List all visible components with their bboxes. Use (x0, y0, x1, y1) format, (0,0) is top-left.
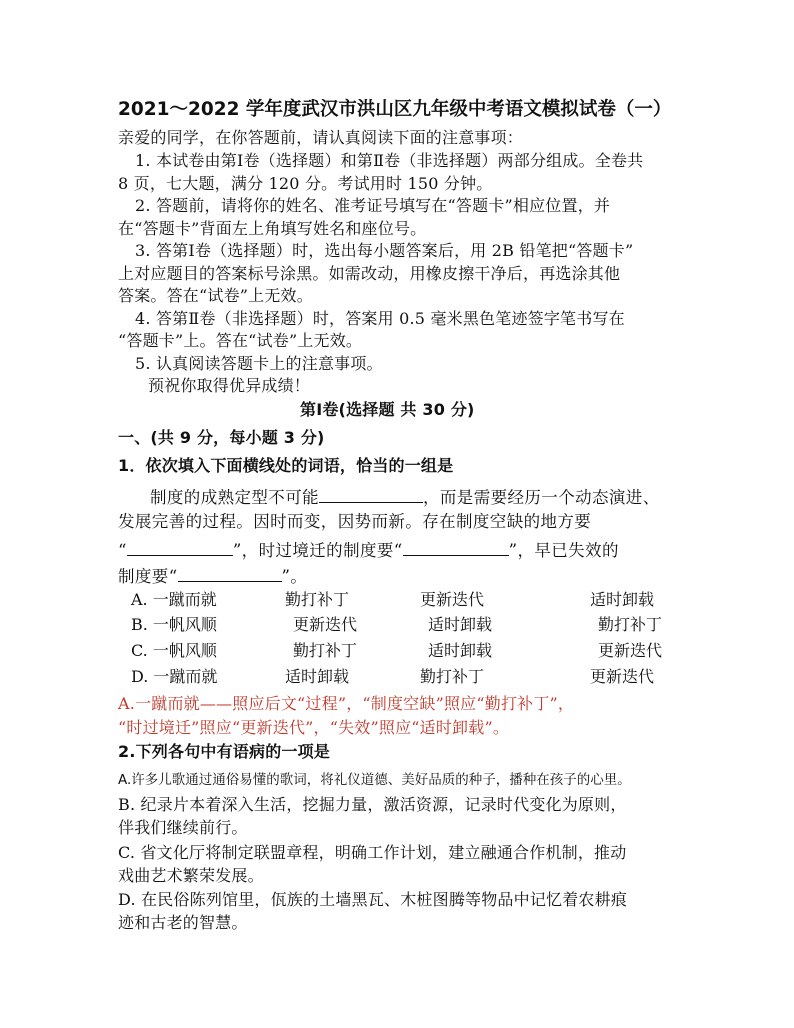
section-heading: 第Ⅰ卷(选择题 共 30 分) (300, 400, 475, 419)
q1-passage-line2: 发展完善的过程。因时而变，因势而新。存在制度空缺的地方要 (118, 512, 592, 531)
blank-3 (403, 539, 509, 556)
notice-item-3-cont2: 答案。答在“试卷”上无效。 (118, 286, 313, 305)
q1-answer: A.一蹴而就——照应后文“过程”，“制度空缺”照应“勤打补丁”， (118, 694, 575, 713)
q2-option-a: A.许多儿歌通过通俗易懂的歌词，将礼仪道德、美好品质的种子，播种在孩子的心里。 (118, 772, 631, 788)
blank-2 (127, 539, 233, 556)
notice-wish: 预祝你取得优异成绩！ (148, 376, 311, 395)
q2-option-c: C. 省文化厅将制定联盟章程，明确工作计划，建立融通合作机制，推动 (118, 843, 627, 862)
q2-option-c-cont: 戏曲艺术繁荣发展。 (118, 866, 264, 885)
exam-page: 2021～2022 学年度武汉市洪山区九年级中考语文模拟试卷（一） 亲爱的同学，在你答题前，请认真阅读下面的注意事项： 1. 本试卷由第Ⅰ卷（选择题）和第Ⅱ卷（非选择题）两部分组成。全卷共 8 页，七大题，满分 120 分。考试用时 150 分钟。 2. 答题前，请将你的姓名、准考证号填写在“答题卡”相应位置，并 在“答题卡”背面左上角填写姓名和座位号。 3. 答第Ⅰ卷（选择题）时，选出每小题答案后，用 2B 铅笔把“答题卡” 上对应题目的答案标号涂黑。如需改动，用橡皮擦干净后，再选涂其他 答案。答在“试卷”上无效。 4. 答第Ⅱ卷（非选择题）时，答案用 0.5 毫米黑色笔迹签字笔书写在 “答题卡”上。答在“试卷”上无效。 5. 认真阅读答题卡上的注意事项。 预祝你取得优异成绩！ 第Ⅰ卷(选择题 共 30 分) 一、(共 9 分，每小题 3 分) 1．依次填入下面横线处的词语，恰当的一组是 制度的成熟定型不可能 ，而是需要经历一个动态演进、 发展完善的过程。因时而变，因势而新。存在制度空缺的地方要 “ ”，时过境迁的制度要“ ”，早已失效的 制度要“ ”。 A. 一蹴而就 勤打补丁 更新迭代 适时卸载 B. 一帆风顺 更新迭代 适时卸载 勤打补丁 C. 一帆风顺 勤打补丁 适时卸载 更新迭代 D. 一蹴而就 适时卸载 勤打补丁 更新迭代 A.一蹴而就——照应后文“过程”，“制度空缺”照应“勤打补丁”， “时过境迁”照应“更新迭代”，“失效”照应“适时卸载”。 2.下列各句中有语病的一项是 A.许多儿歌通过通俗易懂的歌词，将礼仪道德、美好品质的种子，播种在孩子的心里。 B. 纪录片本着深入生活，挖掘力量，激活资源，记录时代变化为原则， 伴我们继续前行。 C. 省文化厅将制定联盟章程，明确工作计划，建立融通合作机制，推动 戏曲艺术繁荣发展。 D. 在民俗陈列馆里，佤族的土墙黑瓦、木桩图腾等物品中记忆着农耕痕 迹和古老的智慧。 (118, 99, 672, 932)
q1-stem: 1．依次填入下面横线处的词语，恰当的一组是 (118, 456, 454, 475)
notice-item-2: 2. 答题前，请将你的姓名、准考证号填写在“答题卡”相应位置，并 (135, 196, 611, 215)
q2-stem: 2.下列各句中有语病的一项是 (118, 742, 331, 761)
q1-passage-line1: 制度的成熟定型不可能 ，而是需要经历一个动态演进、 (150, 488, 660, 507)
exam-title: 2021～2022 学年度武汉市洪山区九年级中考语文模拟试卷（一） (118, 99, 672, 120)
notice-item-3: 3. 答第Ⅰ卷（选择题）时，选出每小题答案后，用 2B 铅笔把“答题卡” (135, 241, 634, 260)
q2-option-d: D. 在民俗陈列馆里，佤族的土墙黑瓦、木桩图腾等物品中记忆着农耕痕 (118, 890, 628, 909)
q1-passage-line4: 制度要“ ”。 (118, 567, 308, 586)
q1-answer-cont: “时过境迁”照应“更新迭代”，“失效”照应“适时卸载”。 (118, 718, 510, 737)
notice-item-5: 5. 认真阅读答题卡上的注意事项。 (135, 354, 383, 373)
blank-4 (178, 565, 282, 582)
notice-intro: 亲爱的同学，在你答题前，请认真阅读下面的注意事项： (118, 128, 524, 147)
blank-1 (319, 486, 423, 503)
notice-item-1: 1. 本试卷由第Ⅰ卷（选择题）和第Ⅱ卷（非选择题）两部分组成。全卷共 (135, 151, 644, 170)
q2-option-b: B. 纪录片本着深入生活，挖掘力量，激活资源，记录时代变化为原则， (118, 795, 627, 814)
q2-option-d-cont: 迹和古老的智慧。 (118, 913, 248, 932)
q2-option-b-cont: 伴我们继续前行。 (118, 818, 248, 837)
notice-item-4-cont: “答题卡”上。答在“试卷”上无效。 (118, 331, 363, 350)
q1-passage-line3: “ ”，时过境迁的制度要“ ”，早已失效的 (118, 541, 619, 560)
part-heading: 一、(共 9 分，每小题 3 分) (118, 428, 325, 447)
notice-item-2-cont: 在“答题卡”背面左上角填写姓名和座位号。 (118, 219, 427, 238)
notice-item-1-cont: 8 页，七大题，满分 120 分。考试用时 150 分钟。 (118, 174, 493, 193)
notice-item-3-cont: 上对应题目的答案标号涂黑。如需改动，用橡皮擦干净后，再选涂其他 (118, 264, 621, 283)
notice-item-4: 4. 答第Ⅱ卷（非选择题）时，答案用 0.5 毫米黑色笔迹签字笔书写在 (135, 309, 625, 328)
